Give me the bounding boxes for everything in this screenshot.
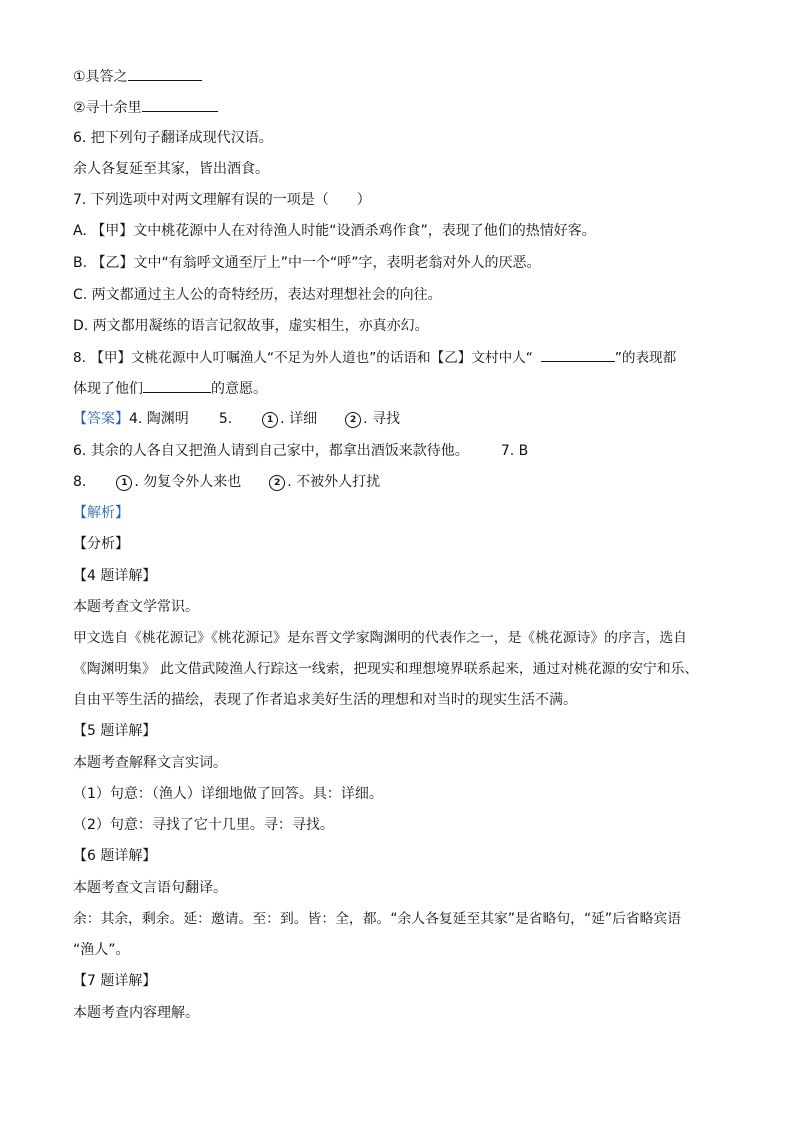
- answer-line-3: [73, 472, 380, 492]
- detail-5-line-1: 本题考查解释文言实词。: [73, 755, 227, 771]
- detail-7-title: 【7 题详解】: [73, 973, 157, 989]
- circled-number-icon: 2: [269, 475, 285, 491]
- answer-blank: [143, 378, 211, 393]
- answer-blank: [128, 66, 202, 81]
- answer-5-label: 5.: [218, 411, 233, 427]
- detail-6-line-1: 本题考查文言语句翻译。: [73, 880, 227, 896]
- q5-item-1-text: ①具答之: [73, 69, 128, 85]
- q6-prompt: 6. 把下列句子翻译成现代汉语。: [73, 130, 273, 146]
- answer-label: 【答案】: [73, 411, 129, 427]
- q8-prompt-part2: ”的表现都: [614, 350, 677, 366]
- q8-prompt-line2-part1: 体现了他们: [73, 381, 143, 397]
- q5-item-2-text: ②寻十余里: [73, 100, 142, 116]
- detail-7-line-1: 本题考查内容理解。: [73, 1005, 199, 1021]
- detail-5-title: 【5 题详解】: [73, 723, 157, 739]
- analysis-label: 【解析】: [73, 505, 129, 521]
- fenxi-label: 【分析】: [73, 536, 129, 552]
- answer-6: 6. 其余的人各自又把渔人请到自己家中，都拿出酒饭来款待他。: [73, 443, 469, 459]
- q8-prompt-line2-part2: 的意愿。: [211, 381, 267, 397]
- detail-6-line-2: 余：其余，剩余。延：邀请。至：到。皆：全，都。“余人各复延至其家”是省略句，“延”后省略宾语: [73, 911, 682, 927]
- detail-4-line-2: 甲文选自《桃花源记》《桃花源记》是东晋文学家陶渊明的代表作之一，是《桃花源诗》的序言，选自: [73, 630, 687, 646]
- q5-item-1: [73, 66, 202, 87]
- answer-7: 7. B: [500, 443, 529, 459]
- answer-8-2: . 不被外人打扰: [287, 474, 381, 490]
- q5-item-2: [73, 97, 218, 118]
- answer-4: 4. 陶渊明: [129, 411, 189, 427]
- answer-8-1: . 勿复令外人来也: [134, 474, 242, 490]
- detail-4-line-3: 《陶渊明集》 此文借武陵渔人行踪这一线索，把现实和理想境界联系起来，通过对桃花源的安宁和乐、: [73, 661, 699, 677]
- detail-4-line-1: 本题考查文学常识。: [73, 599, 199, 615]
- circled-number-icon: 1: [262, 412, 278, 428]
- circled-number-icon: 2: [345, 412, 361, 428]
- answer-5-2: . 寻找: [363, 411, 400, 427]
- q7-option-b: B. 【乙】文中“有翁呼文通至厅上”中一个“呼”字，表明老翁对外人的厌恶。: [73, 255, 541, 271]
- q8-prompt-part1: 8. 【甲】文桃花源中人叮嘱渔人“不足为外人道也”的话语和【乙】文村中人“: [73, 350, 533, 366]
- answer-blank: [541, 347, 615, 362]
- detail-5-line-3: （2）句意：寻找了它十几里。寻：寻找。: [73, 817, 334, 833]
- q7-option-d: D. 两文都用凝练的语言记叙故事，虚实相生，亦真亦幻。: [73, 318, 429, 334]
- q7-prompt: 7. 下列选项中对两文理解有误的一项是（ ）: [73, 192, 371, 208]
- answer-line-1: [73, 409, 400, 429]
- q8-prompt-line2: [73, 378, 267, 399]
- q6-sentence: 余人各复延至其家，皆出酒食。: [73, 161, 269, 177]
- detail-5-line-2: （1）句意：（渔人）详细地做了回答。具：详细。: [73, 786, 383, 802]
- answer-8-label: 8.: [73, 474, 87, 490]
- detail-4-line-4: 自由平等生活的描绘，表现了作者追求美好生活的理想和对当时的现实生活不满。: [73, 692, 577, 708]
- detail-4-title: 【4 题详解】: [73, 568, 157, 584]
- answer-line-2: [73, 441, 528, 461]
- circled-number-icon: 1: [116, 475, 132, 491]
- answer-5-1: . 详细: [280, 411, 318, 427]
- q7-option-a: A. 【甲】文中桃花源中人在对待渔人时能“设酒杀鸡作食”，表现了他们的热情好客。: [73, 223, 596, 239]
- q8-prompt-line1: [73, 347, 676, 368]
- q7-option-c: C. 两文都通过主人公的奇特经历，表达对理想社会的向往。: [73, 287, 442, 303]
- detail-6-title: 【6 题详解】: [73, 848, 157, 864]
- detail-6-line-3: “渔人”。: [73, 942, 130, 958]
- answer-blank: [142, 97, 218, 112]
